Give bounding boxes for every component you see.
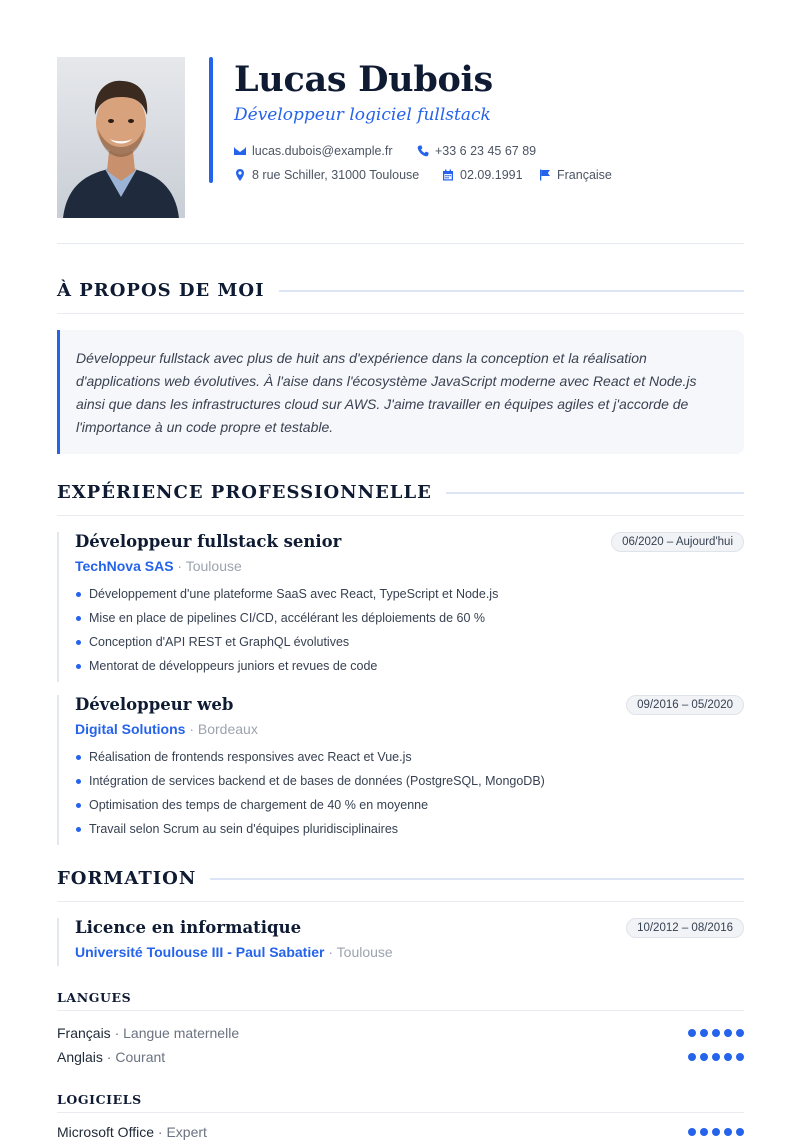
bullet-item: Travail selon Scrum au sein d'équipes pluridisciplinaires (75, 817, 744, 841)
company-name: TechNova SAS (75, 558, 174, 574)
rating-dots (688, 1053, 744, 1061)
rating-dot (736, 1053, 744, 1061)
contact-phone[interactable] (417, 144, 536, 158)
heading-line (446, 492, 744, 494)
nationality-text: Française (557, 168, 612, 182)
bullet-item: Mise en place de pipelines CI/CD, accélérant les déploiements de 60 % (75, 606, 744, 630)
rating-dot (712, 1029, 720, 1037)
rating-dot (724, 1053, 732, 1061)
phone-text: +33 6 23 45 67 89 (435, 144, 537, 158)
rating-dot (688, 1128, 696, 1136)
bullet-item: Intégration de services backend et de bases de données (PostgreSQL, MongoDB) (75, 769, 744, 793)
envelope-icon (234, 145, 246, 157)
experience-bullets (75, 745, 744, 841)
bullet-item: Réalisation de frontends responsives avec React et Vue.js (75, 745, 744, 769)
bullet-item: Développement d'une plateforme SaaS avec React, TypeScript et Node.js (75, 582, 744, 606)
cv-header (57, 57, 744, 219)
header-divider (57, 243, 744, 244)
language-level: · Langue maternelle (110, 1025, 240, 1041)
experience-date-badge: 09/2016 – 05/2020 (626, 695, 744, 715)
language-row (57, 1025, 744, 1041)
experience-bullets (75, 582, 744, 678)
section-divider (57, 313, 744, 314)
education-entry (57, 918, 744, 966)
education-heading-text: FORMATION (57, 868, 197, 889)
experience-title: Développeur fullstack senior (75, 532, 342, 551)
about-text: Développeur fullstack avec plus de huit ans d'expérience dans la conception et la réalisation d'applications web évolutives. À l'aise dans l'écosystème JavaScript moderne avec React et Node.js ainsi que dans les infrastructures cloud sur AWS. J'aime travailler en équipes agiles et j'accorde de l'importance à un code propre et testable. (76, 350, 697, 435)
about-heading-text: À PROPOS DE MOI (57, 280, 265, 301)
phone-icon (417, 145, 429, 157)
contact-email[interactable] (234, 144, 393, 158)
section-divider (57, 901, 744, 902)
school-location: · Toulouse (324, 944, 393, 960)
experience-company (75, 558, 744, 574)
email-text: lucas.dubois@example.fr (252, 144, 393, 158)
company-location: · Bordeaux (185, 721, 258, 737)
section-divider (57, 1010, 744, 1011)
experience-heading (57, 482, 744, 503)
company-location: · Toulouse (173, 558, 242, 574)
portrait-image (57, 57, 185, 218)
rating-dot (724, 1029, 732, 1037)
rating-dot (712, 1053, 720, 1061)
contact-address (234, 168, 419, 182)
company-name: Digital Solutions (75, 721, 186, 737)
contact-nationality (539, 168, 612, 182)
rating-dot (736, 1029, 744, 1037)
heading-line (279, 290, 744, 292)
education-date-badge: 10/2012 – 08/2016 (626, 918, 744, 938)
rating-dots (688, 1128, 744, 1136)
calendar-icon (442, 169, 454, 181)
section-divider (57, 1112, 744, 1113)
experience-company (75, 721, 744, 737)
language-name: Français (57, 1025, 111, 1041)
contact-birthdate (442, 168, 523, 182)
experience-entry (57, 695, 744, 845)
software-row (57, 1124, 744, 1140)
experience-date-badge: 06/2020 – Aujourd'hui (611, 532, 744, 552)
about-heading (57, 280, 744, 301)
languages-heading: LANGUES (57, 990, 132, 1005)
education-title: Licence en informatique (75, 918, 302, 937)
birthdate-text: 02.09.1991 (460, 168, 523, 182)
job-title: Développeur logiciel fullstack (234, 105, 491, 125)
bullet-item: Conception d'API REST et GraphQL évolutives (75, 630, 744, 654)
rating-dot (688, 1053, 696, 1061)
education-school (75, 944, 744, 960)
rating-dot (700, 1053, 708, 1061)
education-heading (57, 868, 744, 889)
heading-line (210, 878, 744, 880)
experience-heading-text: EXPÉRIENCE PROFESSIONNELLE (57, 482, 432, 503)
rating-dot (700, 1029, 708, 1037)
rating-dot (724, 1128, 732, 1136)
language-name: Anglais (57, 1049, 103, 1065)
profile-photo (57, 57, 185, 218)
rating-dot (700, 1128, 708, 1136)
bullet-item: Optimisation des temps de chargement de 40 % en moyenne (75, 793, 744, 817)
rating-dot (688, 1029, 696, 1037)
language-level: · Courant (102, 1049, 166, 1065)
school-name: Université Toulouse III - Paul Sabatier (75, 944, 325, 960)
rating-dots (688, 1029, 744, 1037)
about-box (57, 330, 744, 454)
rating-dot (736, 1128, 744, 1136)
experience-title: Développeur web (75, 695, 234, 714)
software-name: Microsoft Office (57, 1124, 154, 1140)
experience-entry (57, 532, 744, 682)
language-row (57, 1049, 744, 1065)
software-heading: LOGICIELS (57, 1092, 142, 1107)
software-level: · Expert (154, 1124, 207, 1140)
section-divider (57, 515, 744, 516)
address-text: 8 rue Schiller, 31000 Toulouse (252, 168, 420, 182)
rating-dot (712, 1128, 720, 1136)
bullet-item: Mentorat de développeurs juniors et revues de code (75, 654, 744, 678)
header-accent-bar (209, 57, 213, 183)
map-pin-icon (234, 169, 246, 181)
flag-icon (539, 169, 551, 181)
full-name: Lucas Dubois (234, 59, 493, 100)
